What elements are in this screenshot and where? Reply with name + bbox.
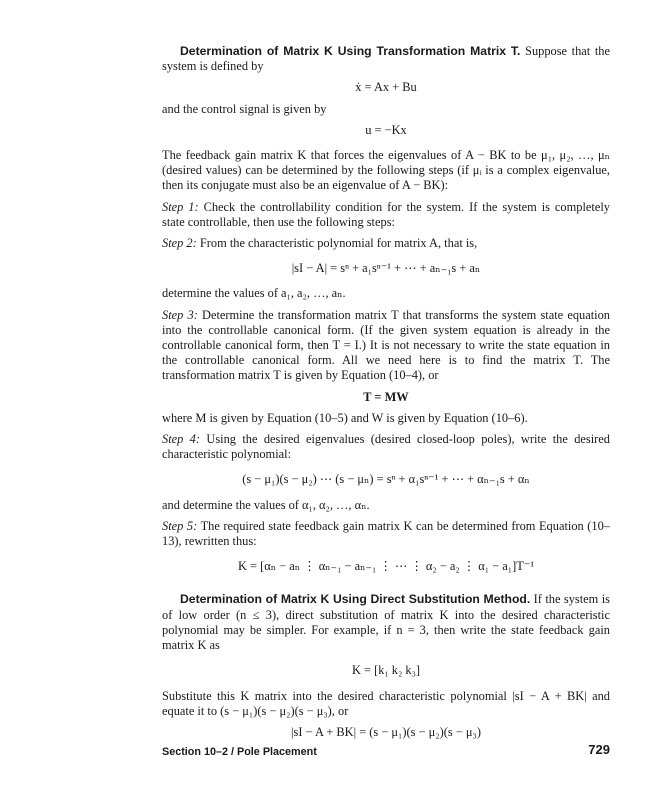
gain-paragraph: The feedback gain matrix K that forces the eigenvalues of A − BK to be μ₁, μ₂, …, μₙ (desired values) can be determined by the following steps (if μᵢ is a complex eigenvalue, then its conjugate must also be an eigenvalue of A − BK): bbox=[162, 148, 610, 193]
page-footer bbox=[162, 744, 610, 760]
step-3-after: where M is given by Equation (10–5) and W is given by Equation (10–6). bbox=[162, 410, 528, 425]
step-1 bbox=[162, 200, 610, 230]
equation-desired: (s − μ₁)(s − μ₂) ⋯ (s − μₙ) = sⁿ + α₁sⁿ⁻¹ + ⋯ + αₙ₋₁s + αₙ bbox=[242, 472, 530, 487]
equation-final: |sI − A + BK| = (s − μ₁)(s − μ₂)(s − μ₃) bbox=[291, 724, 481, 739]
equation-k-row: K = [k₁ k₂ k₃] bbox=[351, 663, 421, 678]
step-1-label: Step 1: bbox=[162, 199, 199, 214]
step-2-after: determine the values of a₁, a₂, …, aₙ. bbox=[162, 286, 346, 301]
substitute-text: Substitute this K matrix into the desired characteristic polynomial |sI − A + BK| and equate it to (s − μ₁)(s − μ₂)(s − μ₃), or bbox=[162, 688, 610, 718]
step-5-label: Step 5: bbox=[162, 518, 198, 533]
step-3-label: Step 3: bbox=[162, 307, 198, 322]
step-5 bbox=[162, 519, 610, 549]
step-2-label: Step 2: bbox=[162, 236, 197, 251]
section-label: Section 10–2 / Pole Placement bbox=[162, 746, 317, 758]
equation-system: ẋ = Ax + Bu bbox=[355, 80, 417, 95]
equation-gain-k: K = [αₙ − aₙ ⋮ αₙ₋₁ − aₙ₋₁ ⋮ ⋯ ⋮ α₂ − a₂ ⋮ α₁ − a₁]T⁻¹ bbox=[237, 559, 535, 574]
step-1-text: Check the controllability condition for the system. If the system is completely state controllable, then use the following steps: bbox=[162, 199, 610, 229]
page-number: 729 bbox=[588, 742, 610, 757]
step-4-text: Using the desired eigenvalues (desired closed-loop poles), write the desired characteristic polynomial: bbox=[162, 432, 610, 462]
section-heading-direct: Determination of Matrix K Using Direct Substitution Method. bbox=[180, 592, 531, 607]
equation-characteristic: |sI − A| = sⁿ + a₁sⁿ⁻¹ + ⋯ + aₙ₋₁s + aₙ bbox=[291, 261, 481, 276]
page-body bbox=[162, 44, 610, 740]
direct-text: If the system is of low order (n ≤ 3), direct substitution of matrix K into the desired characteristic polynomial may be simpler. For example, if n = 3, then write the state feedback gain matrix K as bbox=[162, 592, 610, 653]
step-5-text: The required state feedback gain matrix K can be determined from Equation (10–13), rewritten thus: bbox=[162, 518, 610, 549]
paragraph-direct bbox=[162, 592, 610, 653]
step-3 bbox=[162, 308, 610, 384]
control-text: and the control signal is given by bbox=[162, 101, 327, 116]
step-3-text: Determine the transformation matrix T that transforms the system state equation into the controllable canonical form. (If the given system equation is already in the controllable canonical form, then T = I.) It is not necessary to write the state equation in the controllable canonical form. All we need here is to find the matrix T. The transformation matrix T is given by Equation (10–4), or bbox=[162, 307, 610, 383]
step-2-text: From the characteristic polynomial for matrix A, that is, bbox=[199, 236, 478, 251]
step-2 bbox=[162, 236, 610, 251]
equation-control: u = −Kx bbox=[365, 122, 407, 137]
paragraph-intro bbox=[162, 44, 610, 74]
step-4 bbox=[162, 432, 610, 462]
intro-text: Suppose that the system is defined by bbox=[162, 44, 610, 74]
step-4-after: and determine the values of α₁, α₂, …, αₙ. bbox=[162, 497, 370, 512]
step-4-label: Step 4: bbox=[162, 432, 201, 447]
equation-tmw: T = MW bbox=[363, 389, 409, 404]
section-heading-transformation: Determination of Matrix K Using Transformation Matrix T. bbox=[180, 44, 521, 58]
